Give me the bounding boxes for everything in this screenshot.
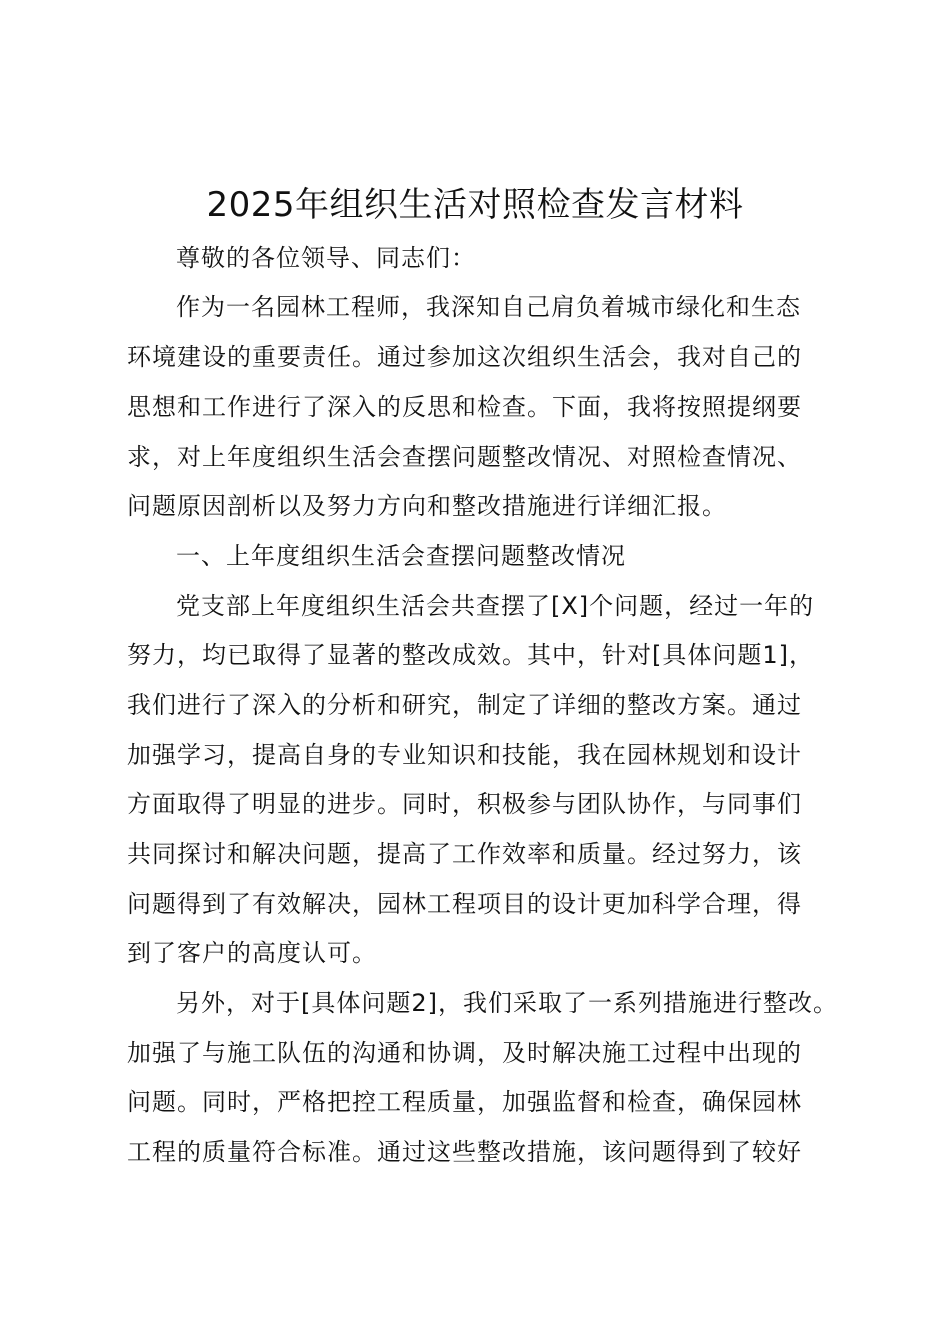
paragraph-line: 问题。同时，严格把控工程质量，加强监督和检查，确保园林 (127, 1088, 802, 1116)
paragraph-line: 问题得到了有效解决，园林工程项目的设计更加科学合理，得 (127, 890, 802, 918)
paragraph-line: 环境建设的重要责任。通过参加这次组织生活会，我对自己的 (127, 343, 802, 371)
paragraph-line: 作为一名园林工程师，我深知自己肩负着城市绿化和生态 (176, 293, 801, 321)
paragraph-line: 工程的质量符合标准。通过这些整改措施，该问题得到了较好 (127, 1138, 802, 1166)
paragraph-line: 求，对上年度组织生活会查摆问题整改情况、对照检查情况、 (127, 443, 802, 471)
paragraph-line: 到了客户的高度认可。 (127, 939, 377, 967)
paragraph-line: 党支部上年度组织生活会共查摆了[X]个问题，经过一年的 (176, 592, 815, 620)
paragraph-line: 方面取得了明显的进步。同时，积极参与团队协作，与同事们 (127, 790, 802, 818)
document-title: 2025年组织生活对照检查发言材料 (206, 185, 744, 225)
salutation: 尊敬的各位领导、同志们： (176, 244, 476, 272)
paragraph-line: 另外，对于[具体问题2]，我们采取了一系列措施进行整改。 (176, 989, 838, 1017)
paragraph-line: 我们进行了深入的分析和研究，制定了详细的整改方案。通过 (127, 691, 802, 719)
paragraph-line: 共同探讨和解决问题，提高了工作效率和质量。经过努力，该 (127, 840, 802, 868)
paragraph-line: 加强了与施工队伍的沟通和协调，及时解决施工过程中出现的 (127, 1039, 802, 1067)
section-heading: 一、上年度组织生活会查摆问题整改情况 (176, 542, 626, 570)
paragraph-line: 加强学习，提高自身的专业知识和技能，我在园林规划和设计 (127, 741, 802, 769)
paragraph-line: 问题原因剖析以及努力方向和整改措施进行详细汇报。 (127, 492, 727, 520)
paragraph-line: 思想和工作进行了深入的反思和检查。下面，我将按照提纲要 (127, 393, 802, 421)
paragraph-line: 努力，均已取得了显著的整改成效。其中，针对[具体问题1]， (127, 641, 814, 669)
